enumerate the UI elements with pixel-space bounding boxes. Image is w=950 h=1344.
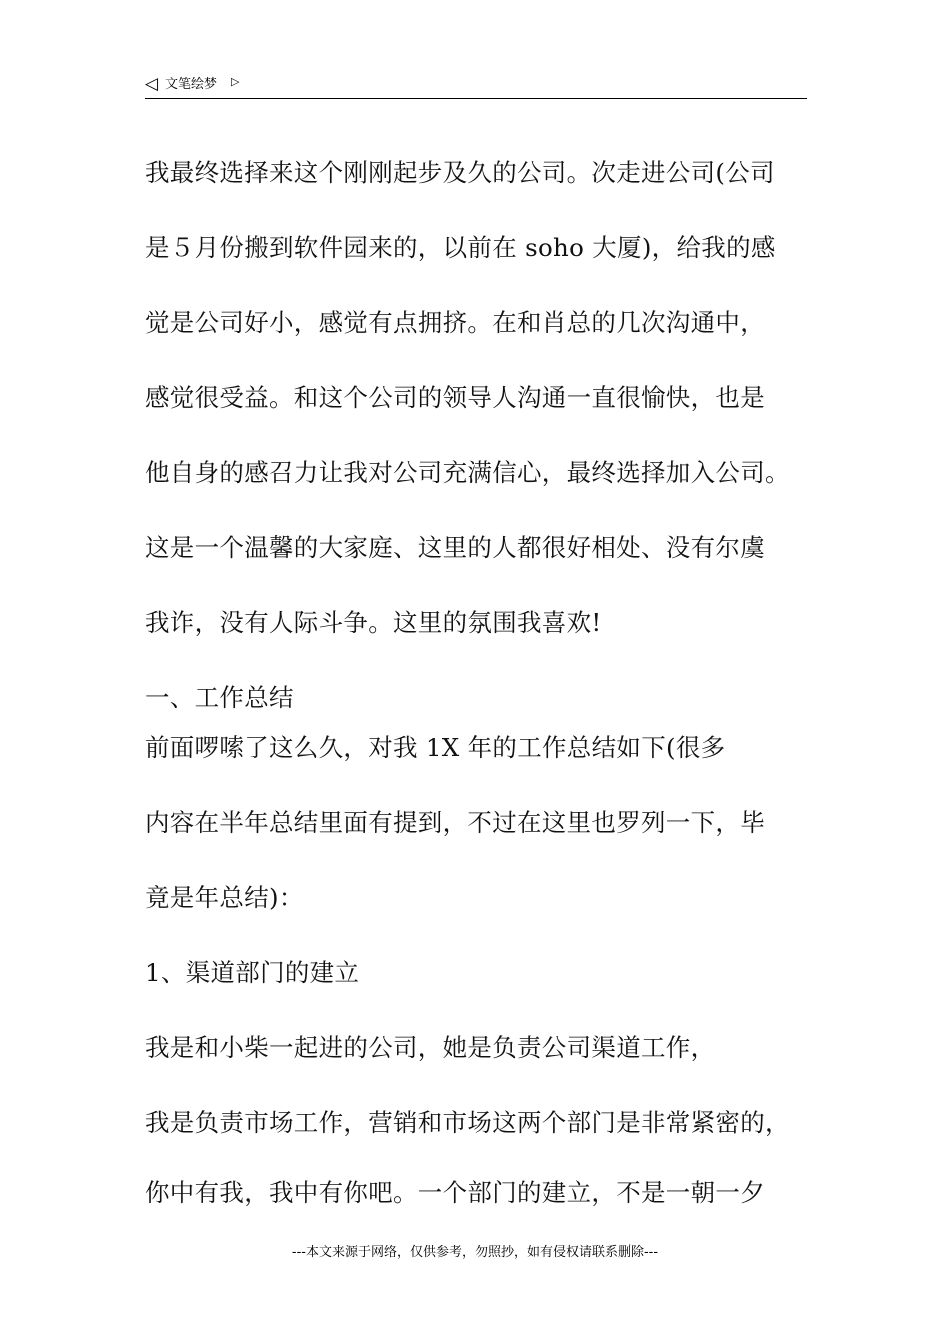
body-line-9: 前面啰嗦了这么久，对我 1X 年的工作总结如下(很多 (145, 733, 726, 762)
page-header (145, 72, 807, 99)
body-line-6: 这是一个温馨的大家庭、这里的人都很好相处、没有尔虞 (145, 533, 765, 562)
body-line-14: 我是负责市场工作，营销和市场这两个部门是非常紧密的， (145, 1108, 790, 1137)
header-right-triangle-icon: ▷ (231, 75, 240, 88)
body-line-13: 我是和小柴一起进的公司，她是负责公司渠道工作， (145, 1033, 716, 1062)
page-footer-disclaimer: ---本文来源于网络，仅供参考，勿照抄，如有侵权请联系删除--- (291, 1245, 659, 1260)
body-line-7: 我诈，没有人际斗争。这里的氛围我喜欢! (145, 608, 602, 637)
body-line-1: 我最终选择来这个刚刚起步及久的公司。次走进公司(公司 (145, 158, 775, 187)
body-line-4: 感觉很受益。和这个公司的领导人沟通一直很愉快，也是 (145, 383, 765, 412)
body-line-15: 你中有我，我中有你吧。一个部门的建立，不是一朝一夕 (145, 1178, 765, 1207)
body-line-5: 他自身的感召力让我对公司充满信心，最终选择加入公司。 (145, 458, 790, 487)
subheading-channel-department: 1、渠道部门的建立 (145, 958, 360, 987)
body-line-2: 是５月份搬到软件园来的，以前在 soho 大厦)，给我的感 (145, 233, 776, 262)
header-title: 文笔绘梦 (165, 77, 218, 92)
section-heading-work-summary: 一、工作总结 (145, 683, 294, 712)
body-line-3: 觉是公司好小，感觉有点拥挤。在和肖总的几次沟通中， (145, 308, 765, 337)
body-line-10: 内容在半年总结里面有提到，不过在这里也罗列一下，毕 (145, 808, 765, 837)
body-line-11: 竟是年总结)： (145, 883, 304, 912)
header-left-triangle-icon: ◁ (145, 74, 159, 94)
